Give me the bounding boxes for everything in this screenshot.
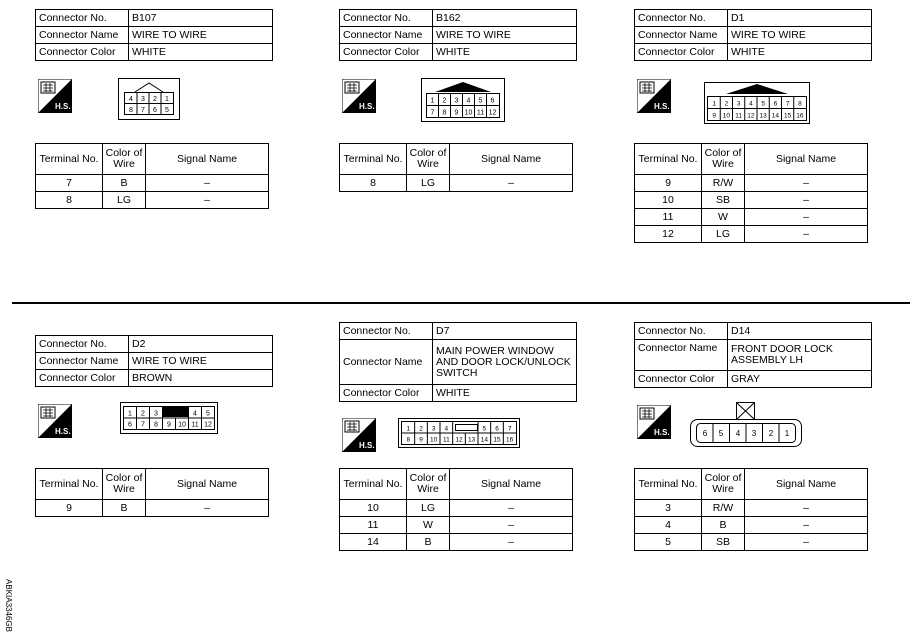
connector-b162-face (421, 78, 505, 122)
connector-d1-face (704, 82, 810, 124)
table-row: 8 LG – (36, 192, 269, 209)
hs-icon (637, 405, 671, 439)
pin: 1 (712, 100, 716, 108)
connector-b162-terminals (339, 143, 573, 192)
pin: 15 (493, 436, 501, 444)
connector-d7-info (339, 322, 577, 402)
pin: 2 (768, 429, 774, 438)
pin: 8 (154, 421, 158, 429)
signal-name-header: Signal Name (450, 469, 573, 500)
pin: 6 (495, 425, 499, 433)
pin: 5 (478, 97, 483, 105)
pin: 14 (480, 436, 488, 444)
connector-b107-info (35, 9, 273, 61)
hs-label: H.S. (359, 441, 375, 450)
wire-color-header: Color of Wire (103, 469, 146, 500)
pin: 10 (722, 112, 730, 120)
pin: 9 (167, 421, 171, 429)
pin: 16 (506, 436, 514, 444)
connector-no-label: Connector No. (635, 10, 728, 27)
connector-no-value: D7 (433, 323, 577, 340)
pin: 1 (165, 96, 169, 103)
connector-d7-face (398, 418, 520, 448)
connector-d2-terminals (35, 468, 269, 517)
figure-id-text: ABKIA3346GB (3, 579, 13, 632)
pin: 1 (128, 410, 132, 418)
pin: 13 (759, 112, 767, 120)
pin: 7 (430, 109, 435, 117)
hs-label: H.S. (654, 102, 670, 111)
table-row: 11 W – (340, 517, 573, 534)
connector-color-label: Connector Color (36, 370, 129, 387)
connector-d14-terminals (634, 468, 868, 551)
pin: 4 (129, 96, 133, 103)
connector-no-label: Connector No. (340, 10, 433, 27)
table-row: 5 SB – (635, 534, 868, 551)
hs-icon (342, 79, 376, 113)
pin: 5 (165, 107, 169, 114)
pin: 8 (129, 107, 133, 114)
pin: 7 (141, 421, 145, 429)
connector-d14-face (690, 402, 802, 448)
table-row: 12 LG – (635, 226, 868, 243)
connector-name-value: WIRE TO WIRE (433, 27, 577, 44)
pin: 2 (153, 96, 157, 103)
wire-color-header: Color of Wire (103, 144, 146, 175)
connector-color-value: WHITE (728, 44, 872, 61)
section-divider (12, 302, 910, 304)
pin: 3 (751, 429, 757, 438)
pin: 7 (507, 425, 512, 433)
connector-d14-info (634, 322, 872, 388)
terminal-no-header: Terminal No. (340, 469, 407, 500)
terminal-no-header: Terminal No. (36, 469, 103, 500)
connector-name-value: WIRE TO WIRE (728, 27, 872, 44)
pin: 3 (141, 96, 145, 103)
pin: 4 (749, 100, 753, 108)
connector-d2-face (120, 402, 218, 434)
connector-d1-info (634, 9, 872, 61)
connector-no-value: B107 (129, 10, 273, 27)
connector-color-value: GRAY (728, 371, 872, 388)
pin: 10 (430, 436, 438, 444)
connector-no-value: D14 (728, 323, 872, 340)
connector-color-label: Connector Color (635, 371, 728, 388)
connector-no-label: Connector No. (36, 336, 129, 353)
pin: 11 (476, 109, 485, 117)
pin: 2 (442, 97, 447, 105)
connector-name-label: Connector Name (635, 27, 728, 44)
pin: 15 (784, 112, 792, 120)
table-row: 4 B – (635, 517, 868, 534)
pin: 5 (761, 100, 765, 108)
pin: 3 (154, 410, 158, 418)
hs-icon (637, 79, 671, 113)
connector-name-label: Connector Name (36, 27, 129, 44)
signal-name-header: Signal Name (146, 469, 269, 500)
connector-color-label: Connector Color (340, 385, 433, 402)
hs-label: H.S. (654, 428, 670, 437)
pin: 8 (798, 100, 802, 108)
pin: 7 (785, 100, 790, 108)
terminal-no-header: Terminal No. (340, 144, 407, 175)
table-row: 11 W – (635, 209, 868, 226)
connector-b162-info (339, 9, 577, 61)
connector-name-label: Connector Name (635, 340, 728, 371)
connector-no-label: Connector No. (635, 323, 728, 340)
connector-d2-info (35, 335, 273, 387)
connector-name-value: WIRE TO WIRE (129, 27, 273, 44)
pin: 16 (796, 112, 804, 120)
connector-name-value: MAIN POWER WINDOW AND DOOR LOCK/UNLOCK SWITCH (433, 340, 577, 385)
pin: 10 (464, 109, 473, 117)
connector-name-value: WIRE TO WIRE (129, 353, 273, 370)
table-row: 9 R/W – (635, 175, 868, 192)
table-row: 3 R/W – (635, 500, 868, 517)
connector-b107-terminals (35, 143, 269, 209)
hs-label: H.S. (55, 427, 71, 436)
figure-id (0, 579, 13, 633)
connector-b107-face (118, 78, 180, 120)
pin: 5 (206, 410, 210, 418)
pin: 14 (771, 112, 779, 120)
pin: 6 (128, 421, 132, 429)
table-row: 9 B – (36, 500, 269, 517)
pin: 12 (204, 421, 212, 429)
pin: 5 (482, 425, 487, 433)
pin: 9 (454, 109, 459, 117)
table-row: 8 LG – (340, 175, 573, 192)
pin: 12 (747, 112, 755, 120)
pin: 4 (735, 429, 741, 438)
connector-no-value: D2 (129, 336, 273, 353)
table-row: 10 SB – (635, 192, 868, 209)
pin: 4 (466, 97, 471, 105)
pin: 11 (191, 421, 199, 429)
connector-color-value: WHITE (129, 44, 273, 61)
terminal-no-header: Terminal No. (36, 144, 103, 175)
pin: 6 (773, 100, 778, 108)
pin: 4 (444, 425, 449, 433)
pin: 8 (406, 436, 411, 444)
hs-label: H.S. (359, 102, 375, 111)
table-row: 7 B – (36, 175, 269, 192)
connector-no-label: Connector No. (340, 323, 433, 340)
connector-color-value: BROWN (129, 370, 273, 387)
pin: 9 (419, 436, 423, 444)
signal-name-header: Signal Name (745, 144, 868, 175)
hs-icon (38, 404, 72, 438)
connector-color-value: WHITE (433, 385, 577, 402)
pin: 2 (724, 100, 729, 108)
pin: 9 (712, 112, 716, 120)
pin: 3 (736, 100, 741, 108)
hs-icon (342, 418, 376, 452)
pin: 3 (454, 97, 459, 105)
wire-color-header: Color of Wire (702, 144, 745, 175)
pin: 10 (178, 421, 186, 429)
wire-color-header: Color of Wire (702, 469, 745, 500)
table-row: 10 LG – (340, 500, 573, 517)
terminal-no-header: Terminal No. (635, 144, 702, 175)
connector-name-label: Connector Name (340, 27, 433, 44)
pin: 8 (442, 109, 447, 117)
pin: 1 (406, 425, 411, 433)
pin: 6 (490, 97, 495, 105)
pin: 12 (488, 109, 497, 117)
connector-color-value: WHITE (433, 44, 577, 61)
pin: 1 (430, 97, 435, 105)
connector-no-label: Connector No. (36, 10, 129, 27)
pin: 5 (718, 429, 724, 438)
pin: 4 (193, 410, 197, 418)
connector-name-label: Connector Name (340, 340, 433, 385)
hs-label: H.S. (55, 102, 71, 111)
connector-color-label: Connector Color (340, 44, 433, 61)
signal-name-header: Signal Name (745, 469, 868, 500)
signal-name-header: Signal Name (146, 144, 269, 175)
connector-d7-terminals (339, 468, 573, 551)
pin: 7 (141, 107, 145, 114)
signal-name-header: Signal Name (450, 144, 573, 175)
pin: 2 (419, 425, 423, 433)
pin: 3 (431, 425, 436, 433)
connector-no-value: B162 (433, 10, 577, 27)
pin: 2 (141, 410, 145, 418)
pin: 1 (784, 429, 790, 438)
table-row: 14 B – (340, 534, 573, 551)
wire-color-header: Color of Wire (407, 144, 450, 175)
pin: 11 (442, 436, 450, 444)
connector-d1-terminals (634, 143, 868, 243)
pin: 6 (702, 429, 708, 438)
pin: 6 (153, 107, 157, 114)
pin: 13 (468, 436, 476, 444)
pin: 11 (735, 112, 742, 120)
hs-icon (38, 79, 72, 113)
terminal-no-header: Terminal No. (635, 469, 702, 500)
wire-color-header: Color of Wire (407, 469, 450, 500)
connector-name-label: Connector Name (36, 353, 129, 370)
connector-color-label: Connector Color (635, 44, 728, 61)
pin: 12 (455, 436, 463, 444)
connector-name-value: FRONT DOOR LOCK ASSEMBLY LH (728, 340, 872, 371)
connector-no-value: D1 (728, 10, 872, 27)
connector-color-label: Connector Color (36, 44, 129, 61)
